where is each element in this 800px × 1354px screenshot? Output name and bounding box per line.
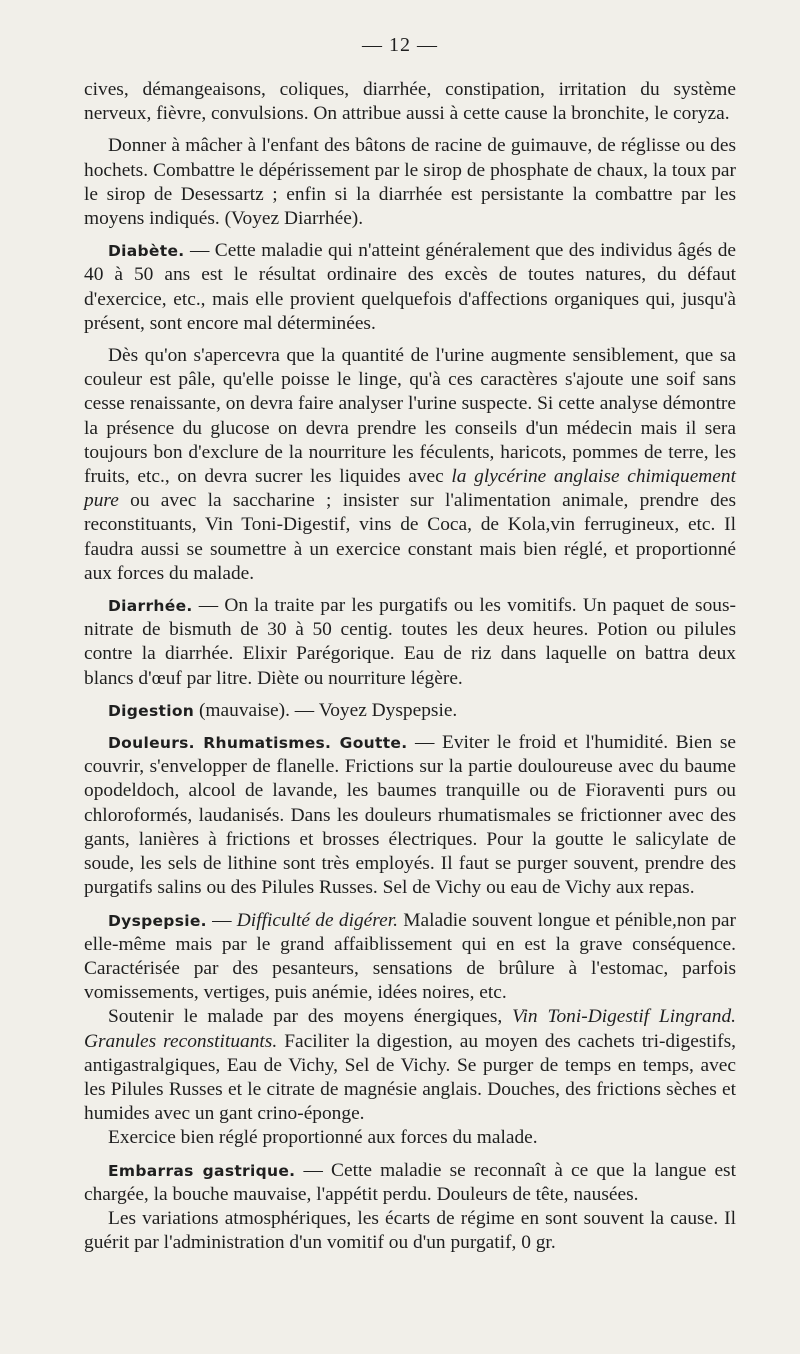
entry-body: Dès qu'on s'apercevra que la quantité de l'urine augmente sensiblement, que sa couleur est pâle, qu'elle poisse le linge, qu'à ces caractères s'ajoute une soif sans cesse renaissante, on devra faire analyser l'urine suspecte. Si cette analyse démontre la présence du glucose on devra prendre les conseils d'un médecin mais il sera toujours bon d'exclure de la nourriture les féculents, haricots, pommes de terre, les fruits, etc., on devra sucrer les liquides avec: [84, 345, 736, 488]
entry-dyspepsie: [84, 909, 736, 1006]
entry-douleurs: [84, 731, 736, 900]
entry-embarras: [84, 1159, 736, 1207]
entry-heading: Dyspepsie.: [108, 911, 207, 930]
entry-body: ou avec la saccharine ; insister sur l'alimentation animale, prendre des reconstituants, Vin Toni-Digestif, vins de Coca, de Kola,vin ferrugineux, etc. Il faudra aussi se soumettre à un exercice constant mais bien réglé, et proportionné aux forces du malade.: [84, 490, 736, 584]
page-number: — 12 —: [362, 34, 438, 56]
entry-digestion: [84, 699, 736, 723]
italic-text: Difficulté de digérer.: [236, 909, 398, 931]
entry-heading: Digestion: [108, 701, 195, 720]
entry-body: — On la traite par les purgatifs ou les vomitifs. Un paquet de sous-nitrate de bismuth de 30 à 50 centig. toutes les deux heures. Potion ou pilules contre la diarrhée. Elixir Parégorique. Eau de riz dans laquelle on battra deux blancs d'œuf par litre. Diète ou nourriture légère.: [84, 595, 736, 689]
entry-body: Faciliter la digestion, au moyen des cachets tri-digestifs, antigastralgiques, Eau de Vichy, Sel de Vichy. Se purger de temps en temps, avec les Pilules Russes et le citrate de magnésie anglais. Douches, des frictions sèches et humides avec un gant crino-éponge.: [84, 1030, 736, 1125]
entry-diabete: [84, 239, 736, 336]
italic-text: Vin Toni-Digestif Lingrand. Granules reconstituants.: [84, 1006, 736, 1052]
paragraph-teething-remedies: Donner à mâcher à l'enfant des bâtons de racine de guimauve, de réglisse ou des hochets. Combattre le dépérissement par le sirop de phosphate de chaux, la toux par le sirop de Desessartz ; enfin si la diarrhée est persistante la combattre par les moyens indiqués. (Voyez Diarrhée).: [84, 135, 736, 230]
entry-heading: Embarras gastrique.: [108, 1161, 296, 1180]
page-text: [84, 78, 736, 1255]
entry-body: Soutenir le malade par des moyens énergiques,: [108, 1006, 513, 1028]
entry-heading: Diabète.: [108, 242, 185, 261]
entry-body: (mauvaise). — Voyez Dyspepsie.: [194, 699, 458, 721]
entry-body: — Eviter le froid et l'humidité. Bien se couvrir, s'envelopper de flanelle. Frictions sur la partie douloureuse avec du baume opodeldoch, alcool de lavande, les baumes tranquille ou de Fioraventi purs ou chloroformés, laudanisés. Dans les douleurs rhumatismales se frictionner avec des gants, lanières à frictions et brosses électriques. Pour la goutte le salicylate de soude, les sels de lithine sont très employés. Il faut se purger souvent, prendre des purgatifs salins ou des Pilules Russes. Sel de Vichy ou eau de Vichy aux repas.: [84, 732, 736, 899]
entry-body: — Cette maladie qui n'atteint généralement que des individus âgés de 40 à 50 ans est le résultat ordinaire des excès de toutes natures, du défaut d'exercice, etc., mais elle provient quelquefois d'affections organiques qui, jusqu'à présent, sont encore mal déterminées.: [84, 240, 736, 334]
paragraph-variations: Les variations atmosphériques, les écarts de régime en sont souvent la cause. Il guérit par l'administration d'un vomitif ou d'un purgatif, 0 gr.: [84, 1207, 736, 1254]
paragraph-exercice: Exercice bien réglé proportionné aux forces du malade.: [108, 1127, 538, 1149]
italic-text: la glycérine anglaise chimiquement pure: [84, 466, 736, 512]
entry-diarrhee: [84, 594, 736, 691]
entry-body: Maladie souvent longue et pénible,non par elle-même mais par le grand affaiblissement qui en est la grave conséquence. Caractérisée par des pesanteurs, sensations de brûlure à l'estomac, parfois vomissements, vertiges, puis anémie, idées noires, etc.: [84, 909, 736, 1004]
entry-dash: —: [206, 909, 237, 931]
entry-heading: Douleurs. Rhumatismes. Goutte.: [108, 734, 408, 753]
paragraph-continuation: cives, démangeaisons, coliques, diarrhée, constipation, irritation du système nerveux, fièvre, convulsions. On attribue aussi à cette cause la bronchite, le coryza.: [84, 79, 736, 125]
entry-diabete-treatment: [84, 344, 736, 586]
entry-dyspepsie-treatment: [84, 1005, 736, 1126]
entry-body: — Cette maladie se reconnaît à ce que la langue est chargée, la bouche mauvaise, l'appétit perdu. Douleurs de tête, nausées.: [84, 1159, 736, 1205]
entry-heading: Diarrhée.: [108, 597, 193, 616]
